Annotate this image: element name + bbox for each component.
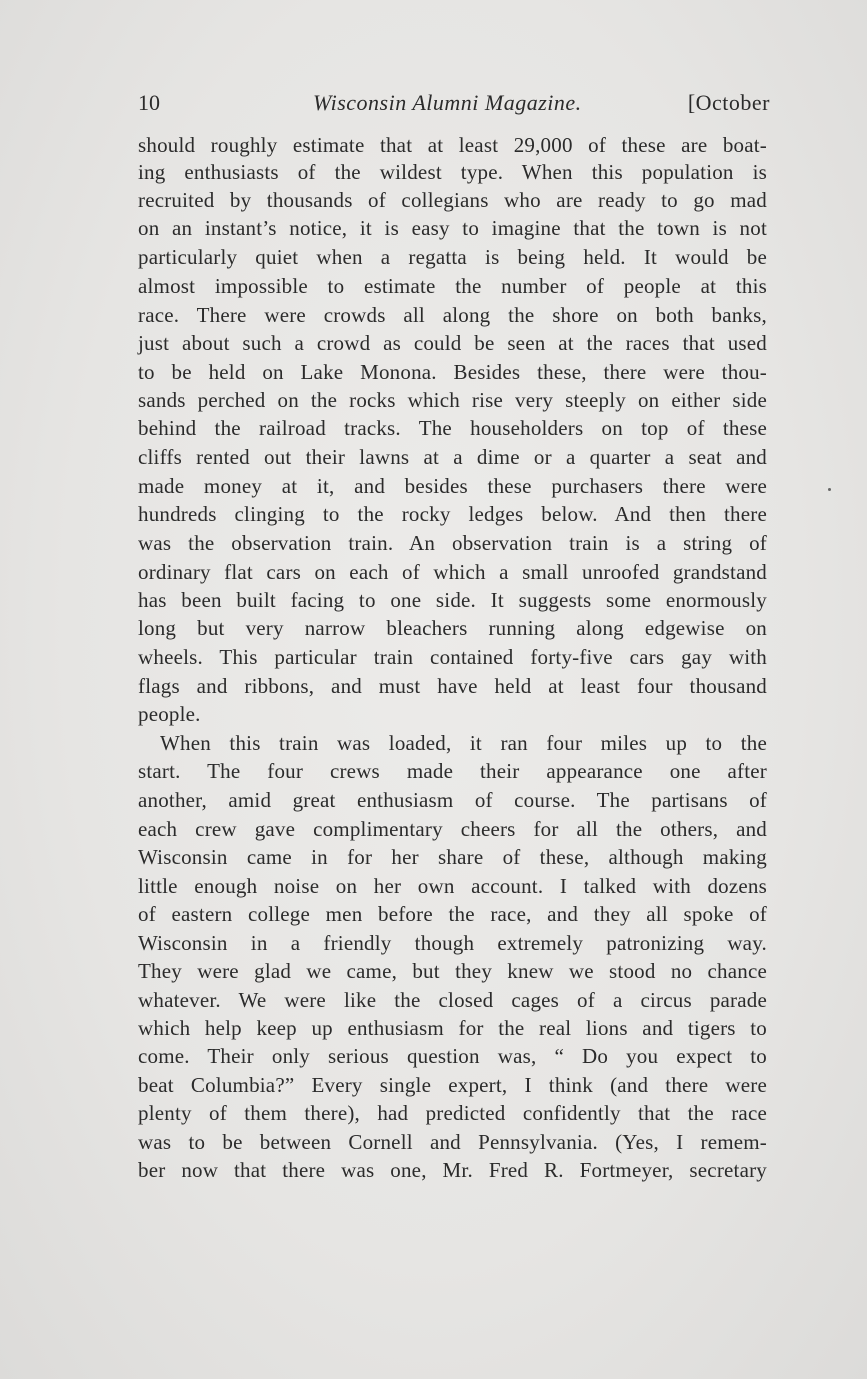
text-line: people. [138,702,201,726]
text-line: Wisconsin in a friendly though extremely patronizing way. [138,931,767,955]
text-line: to be held on Lake Monona. Besides these, there were thou- [138,360,767,384]
text-line: whatever. We were like the closed cages of a circus parade [138,988,767,1012]
text-line: was the observation train. An observation train is a string of [138,531,767,555]
text-line: Wisconsin came in for her share of these, although making [138,845,767,869]
text-line: another, amid great enthusiasm of course. The partisans of [138,788,767,812]
running-header [138,86,770,120]
text-line: should roughly estimate that at least 29,000 of these are boat- [138,133,767,157]
text-line: particularly quiet when a regatta is being held. It would be [138,245,767,269]
text-line: just about such a crowd as could be seen at the races that used [138,331,767,355]
text-line: each crew gave complimentary cheers for all the others, and [138,817,767,841]
running-month: [October [687,90,770,115]
text-line: ing enthusiasts of the wildest type. When this population is [138,160,767,184]
paragraph-start-line: When this train was loaded, it ran four miles up to the [160,731,767,755]
text-line: made money at it, and besides these purchasers there were [138,474,767,498]
text-line: plenty of them there), had predicted confidently that the race [138,1101,767,1125]
text-line: wheels. This particular train contained forty-five cars gay with [138,645,767,669]
text-line: hundreds clinging to the rocky ledges below. And then there [138,502,767,526]
text-line: almost impossible to estimate the number of people at this [138,274,767,298]
text-line: behind the railroad tracks. The householders on top of these [138,416,767,440]
text-line: start. The four crews made their appearance one after [138,759,767,783]
page-number: 10 [138,90,160,115]
text-line: was to be between Cornell and Pennsylvania. (Yes, I remem- [138,1130,767,1154]
text-line: which help keep up enthusiasm for the real lions and tigers to [138,1016,767,1040]
text-line: They were glad we came, but they knew we stood no chance [138,959,767,983]
text-line: ordinary flat cars on each of which a small unroofed grandstand [138,560,767,584]
text-line: beat Columbia?” Every single expert, I think (and there were [138,1073,767,1097]
text-line: of eastern college men before the race, and they all spoke of [138,902,767,926]
text-line: recruited by thousands of collegians who are ready to go mad [138,188,767,212]
text-line: cliffs rented out their lawns at a dime or a quarter a seat and [138,445,767,469]
text-line: come. Their only serious question was, “ Do you expect to [138,1044,767,1068]
text-line: ber now that there was one, Mr. Fred R. Fortmeyer, secretary [138,1158,767,1182]
paper-speck [828,488,831,491]
text-line: on an instant’s notice, it is easy to imagine that the town is not [138,216,767,240]
text-line: flags and ribbons, and must have held at least four thousand [138,674,767,698]
running-title: Wisconsin Alumni Magazine. [313,90,582,115]
text-line: race. There were crowds all along the shore on both banks, [138,303,767,327]
text-line: little enough noise on her own account. I talked with dozens [138,874,767,898]
text-line: sands perched on the rocks which rise very steeply on either side [138,388,767,412]
text-line: has been built facing to one side. It suggests some enormously [138,588,767,612]
text-line: long but very narrow bleachers running along edgewise on [138,616,767,640]
